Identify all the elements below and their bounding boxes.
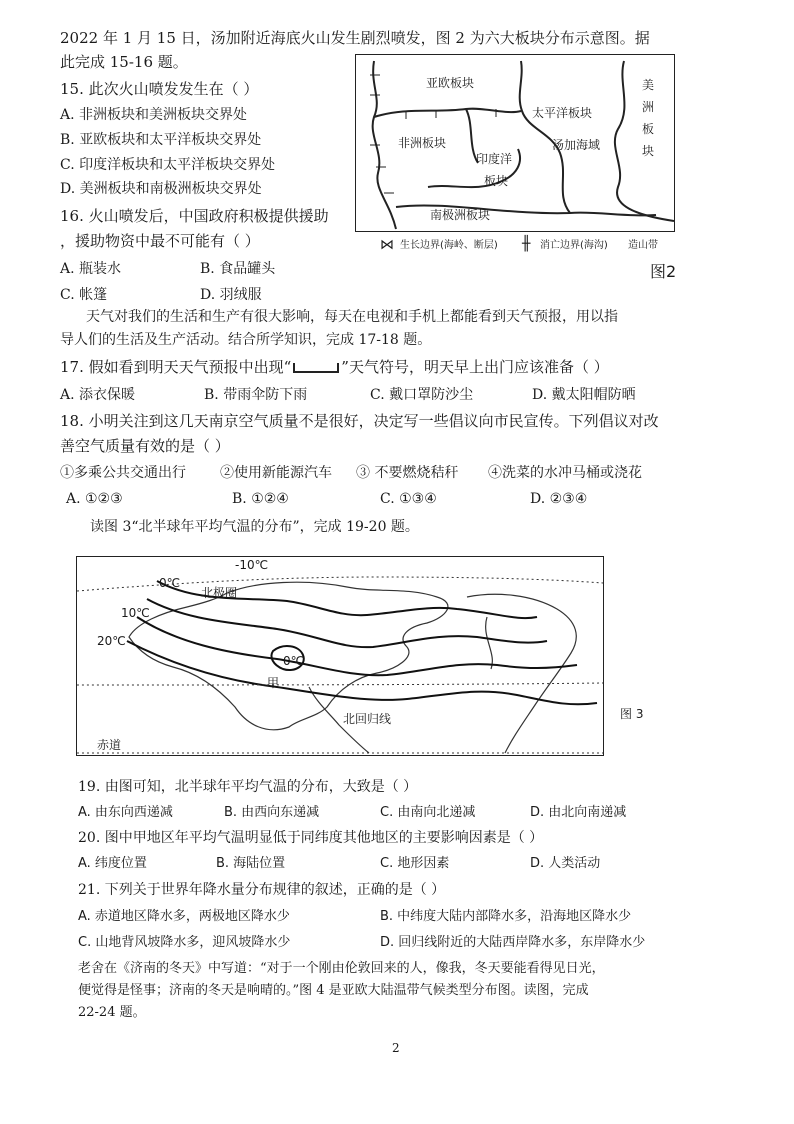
question-16-option-d: D. 羽绒服 xyxy=(200,287,262,303)
question-18-item-3: ③ 不要燃烧秸秆 xyxy=(356,465,459,481)
plate-label-pacific: 太平洋板块 xyxy=(532,106,593,120)
question-19-option-a: A. 由东向西递减 xyxy=(78,805,173,820)
figure-3-caption: 图 3 xyxy=(620,707,644,721)
eurasia-southern-boundary xyxy=(374,109,521,117)
grow-boundary-icon: ⋈ xyxy=(380,237,394,253)
figure-2-caption: 图2 xyxy=(650,262,677,281)
question-18-stem-line-1: 18. 小明关注到这几天南京空气质量不是很好，决定写一些倡议向市民宣传。下列倡议对改 xyxy=(60,412,659,430)
question-15-option-d: D. 美洲板块和南极洲板块交界处 xyxy=(60,181,262,197)
isotherm-drawing xyxy=(77,557,603,755)
question-19-stem: 19. 由图可知，北半球年平均气温的分布，大致是（ ） xyxy=(78,779,418,795)
isotherm-label-20: 20℃ xyxy=(97,634,126,648)
isotherm-0 xyxy=(147,599,547,647)
tropic-of-cancer-label: 北回归线 xyxy=(343,712,392,726)
plate-label-america-4: 块 xyxy=(642,144,655,158)
isotherm-label-0-inner: 0℃ xyxy=(283,654,305,668)
question-20-option-b: B. 海陆位置 xyxy=(216,856,286,871)
question-18-option-a: A. ①②③ xyxy=(66,491,123,507)
question-16-option-a: A. 瓶装水 xyxy=(60,261,122,277)
isotherm-label-minus-10: -10℃ xyxy=(235,558,269,572)
question-19-option-d: D. 由北向南递减 xyxy=(530,805,627,820)
question-21-option-c: C. 山地背风坡降水多，迎风坡降水少 xyxy=(78,935,291,950)
plate-label-america-2: 洲 xyxy=(642,100,655,114)
legend-trench: 造山带 xyxy=(628,240,658,251)
question-17-stem-part-1: 17. 假如看到明天天气预报中出现“ xyxy=(60,358,292,376)
question-19-option-c: C. 由南向北递减 xyxy=(380,805,476,820)
region-jia-label: 甲 xyxy=(267,676,280,690)
question-18-option-b: B. ①②④ xyxy=(232,491,289,507)
question-18-stem-line-2: 善空气质量有效的是（ ） xyxy=(60,437,230,455)
final-intro-line-2: 便觉得是怪事；济南的冬天是响晴的。”图 4 是亚欧大陆温带气候类型分布图。读图，完成 xyxy=(78,983,589,998)
question-19-option-b: B. 由西向东递减 xyxy=(224,805,320,820)
final-intro-line-3: 22-24 题。 xyxy=(78,1005,146,1020)
final-intro-line-1: 老舍在《济南的冬天》中写道：“对于一个刚由伦敦回来的人，像我，冬天要能看得见日光， xyxy=(78,961,605,976)
question-20-option-d: D. 人类活动 xyxy=(530,856,601,871)
question-15-option-c: C. 印度洋板块和太平洋板块交界处 xyxy=(60,157,276,173)
arctic-circle-label: 北极圈 xyxy=(201,586,238,600)
question-17-option-b: B. 带雨伞防下雨 xyxy=(204,387,308,403)
question-21-option-b: B. 中纬度大陆内部降水多，沿海地区降水少 xyxy=(380,909,632,924)
plate-label-indian-2: 板块 xyxy=(484,174,509,188)
weather-intro-line-2: 导人们的生活及生产活动。结合所学知识，完成 17-18 题。 xyxy=(60,332,432,348)
pacific-western-boundary xyxy=(520,61,570,213)
legend-consume-boundary: 消亡边界(海沟) xyxy=(540,240,608,251)
question-16-stem-line-2: ，援助物资中最不可能有（ ） xyxy=(60,232,260,250)
plate-label-eurasia: 亚欧板块 xyxy=(426,76,475,90)
question-16-option-c: C. 帐篷 xyxy=(60,287,108,303)
question-21-option-d: D. 回归线附近的大陆西岸降水多，东岸降水少 xyxy=(380,935,646,950)
question-21-stem: 21. 下列关于世界年降水量分布规律的叙述，正确的是（ ） xyxy=(78,882,446,898)
figure-3-temperature-map xyxy=(76,556,604,756)
question-17-stem xyxy=(60,360,609,375)
question-20-option-a: A. 纬度位置 xyxy=(78,856,147,871)
tonga-sea-label: 汤加海域 xyxy=(552,138,601,152)
plate-label-indian-1: 印度洋 xyxy=(476,152,513,166)
intro-line-1: 2022 年 1 月 15 日，汤加附近海底火山发生剧烈喷发，图 2 为六大板块分布示意图。据 xyxy=(60,29,650,47)
question-16-stem-line-1: 16. 火山喷发后，中国政府积极提供援助 xyxy=(60,207,329,225)
page-number: 2 xyxy=(392,1041,400,1055)
question-21-option-a: A. 赤道地区降水多，两极地区降水少 xyxy=(78,909,290,924)
plate-label-america-1: 美 xyxy=(642,78,655,92)
question-20-stem: 20. 图中甲地区年平均气温明显低于同纬度其他地区的主要影响因素是（ ） xyxy=(78,830,544,846)
question-15-option-b: B. 亚欧板块和太平洋板块交界处 xyxy=(60,132,262,148)
intro-line-2: 此完成 15-16 题。 xyxy=(60,53,188,71)
question-15-stem: 15. 此次火山喷发发生在（ ） xyxy=(60,80,259,98)
question-20-option-c: C. 地形因素 xyxy=(380,856,450,871)
plate-label-antarctic: 南极洲板块 xyxy=(430,208,491,222)
question-16-option-b: B. 食品罐头 xyxy=(200,261,276,277)
figure-2-plate-map xyxy=(355,54,675,232)
plate-label-africa: 非洲板块 xyxy=(398,136,447,150)
tropic-of-cancer-line xyxy=(77,683,603,685)
question-17-option-a: A. 添衣保暖 xyxy=(60,387,136,403)
question-18-option-c: C. ①③④ xyxy=(380,491,437,507)
isotherm-label-0: 0℃ xyxy=(159,576,181,590)
question-18-item-2: ②使用新能源汽车 xyxy=(220,465,332,481)
equator-label: 赤道 xyxy=(97,738,122,752)
question-17-option-c: C. 戴口罩防沙尘 xyxy=(370,387,474,403)
figure-3-intro: 读图 3“北半球年平均气温的分布”，完成 19-20 题。 xyxy=(90,519,419,535)
question-18-option-d: D. ②③④ xyxy=(530,491,588,507)
plate-label-america-3: 板 xyxy=(642,122,655,136)
question-15-option-a: A. 非洲板块和美洲板块交界处 xyxy=(60,107,248,123)
question-18-item-1: ①多乘公共交通出行 xyxy=(60,465,186,481)
consume-boundary-icon: ╫ xyxy=(522,236,531,252)
isotherm-20 xyxy=(127,641,597,704)
question-17-stem-part-2: ”天气符号，明天早上出门应该准备（ ） xyxy=(341,358,609,376)
arctic-circle-line xyxy=(77,577,603,591)
question-18-item-4: ④洗菜的水冲马桶或浇花 xyxy=(488,465,642,481)
weather-symbol-icon xyxy=(293,363,339,373)
isotherm-label-10: 10℃ xyxy=(121,606,150,620)
question-17-option-d: D. 戴太阳帽防晒 xyxy=(532,387,636,403)
legend-grow-boundary: 生长边界(海岭、断层) xyxy=(400,240,498,251)
weather-intro-line-1: 天气对我们的生活和生产有很大影响，每天在电视和手机上都能看到天气预报，用以指 xyxy=(86,309,618,325)
